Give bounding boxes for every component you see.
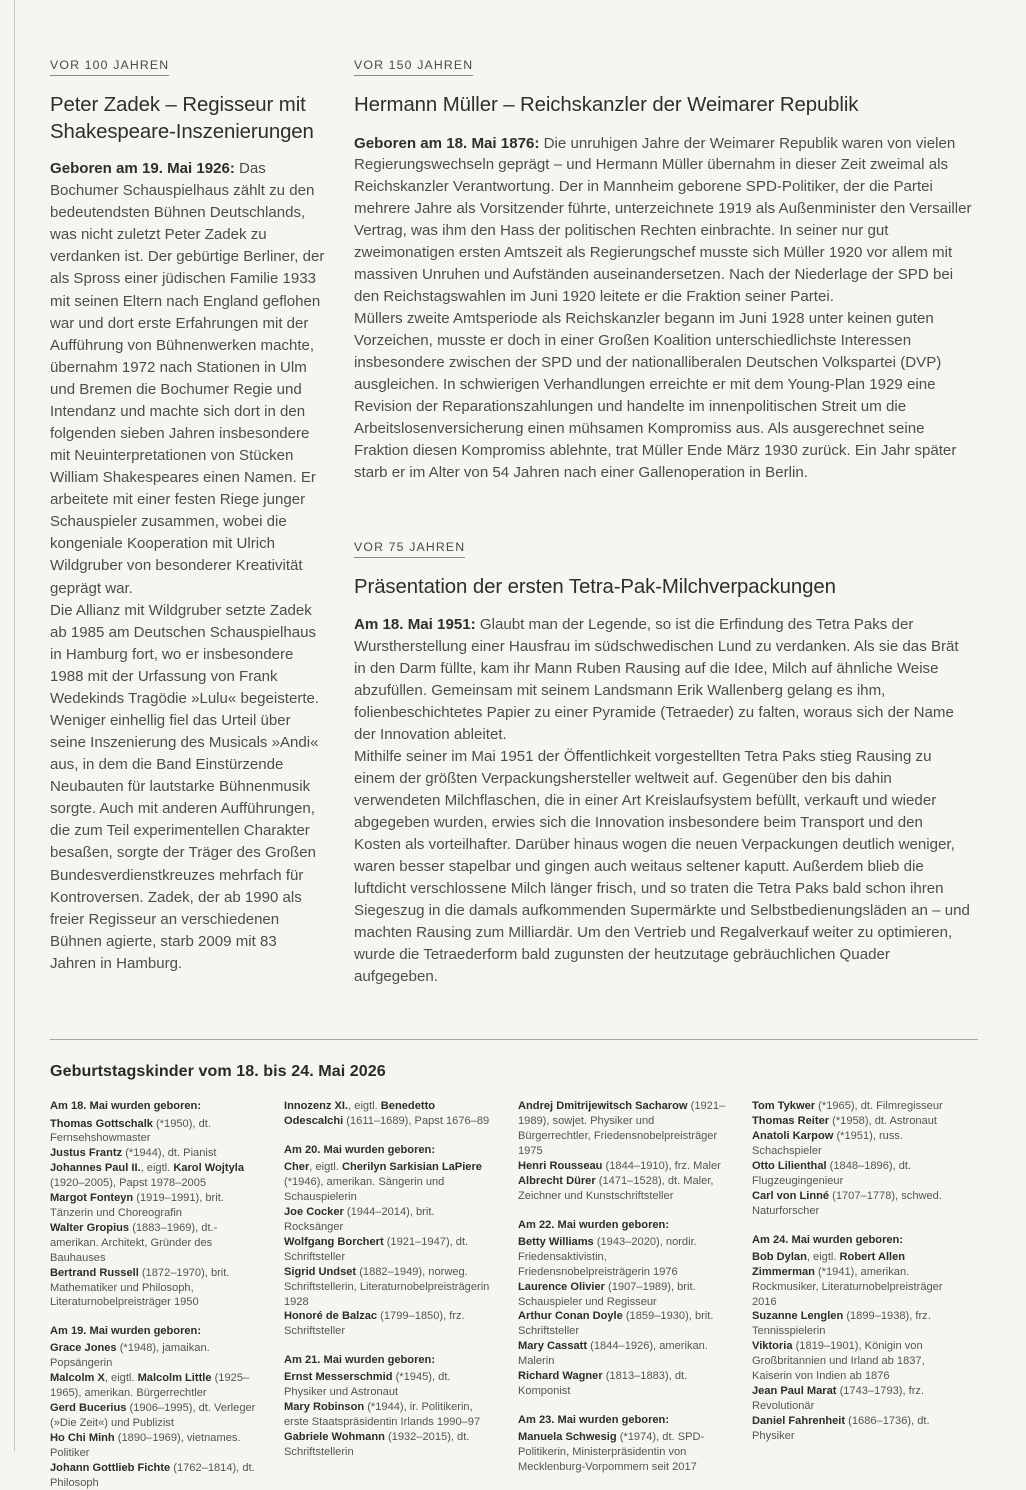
birthdays-entry-detail: (1743–1793), frz. Revolutionär xyxy=(752,1384,925,1412)
birthdays-entry-name: Bertrand Russell xyxy=(50,1266,139,1279)
birthdays-entry xyxy=(752,1159,964,1189)
article-paragraph: Die Allianz mit Wildgruber setzte Zadek ab 1985 am Deutschen Schauspielhaus in Hamburg fort, wo er insbesondere 1988 mit der Urfassung von Frank Wedekinds Tragödie »Lulu« begeisterte. Weniger einhellig fiel das Urteil über seine Inszenierung des Musicals »Andi« aus, in dem die Band Einstürzende Neubauten für lautstarke Bühnenmusik sorgte. Auch mit anderen Aufführungen, die zum Teil experimentellen Charakter besaßen, sorgte der Träger des Großen Bundesverdienstkreuzes mehrfach für Kontroversen. Zadek, der ab 1990 als freier Regisseur an verschiedenen Bühnen agierte, starb 2009 mit 83 Jahren in Hamburg. xyxy=(50,601,320,972)
birthdays-group xyxy=(518,1099,730,1203)
article-paragraph-text: Glaubt man der Legende, so ist die Erfindung des Tetra Paks der Wurstherstellung einer Hausfrau im südschwedischen Lund zu verdanken. Als sie das Brät in den Darm füllte, kam ihr Mann Ruben Rausing auf die Idee, Milch auf ähnliche Weise abzufüllen. Gemeinsam mit seinem Landsmann Erik Wallenberg gelang es ihm, folienbeschichtetes Papier zu einer Pyramide (Tetraeder) zu falten, woraus sich der Name der Innovation ableitet. xyxy=(354,616,959,744)
birthdays-entry xyxy=(50,1431,262,1461)
birthdays-column xyxy=(752,1099,986,1490)
birthdays-entry xyxy=(284,1265,496,1310)
birthdays-entry-name: Mary Cassatt xyxy=(518,1340,588,1353)
birthdays-entry-detail: (1906–1995), dt. Verleger (»Die Zeit«) und Publizist xyxy=(50,1402,256,1429)
birthdays-entry xyxy=(752,1309,964,1339)
birthdays-entry xyxy=(284,1099,496,1129)
birthdays-entry-detail: (1907–1989), brit. Schauspieler und Regisseur xyxy=(518,1280,696,1308)
birthdays-entry-name: Otto Lilienthal xyxy=(752,1160,827,1173)
birthdays-column xyxy=(284,1099,518,1490)
article-kicker: VOR 100 JAHREN xyxy=(50,58,169,76)
birthdays-entry-alias-detail: (*1941), amerikan. Rockmusiker, Literaturnobelpreisträger 2016 xyxy=(752,1265,943,1308)
birthdays-group-heading: Am 22. Mai wurden geboren: xyxy=(518,1218,670,1231)
birthdays-entry xyxy=(518,1280,730,1310)
birthdays-entry xyxy=(284,1430,496,1460)
birthdays-entry-detail: (*1944), dt. Pianist xyxy=(122,1147,217,1160)
section-divider xyxy=(50,1039,978,1040)
article-lead: Am 18. Mai 1951: xyxy=(354,616,476,634)
birthdays-entry xyxy=(752,1414,964,1444)
birthdays-entry-detail: (1921–1947), dt. Schriftsteller xyxy=(284,1235,469,1263)
birthdays-entry xyxy=(50,1146,262,1161)
birthdays-entry xyxy=(284,1235,496,1265)
birthdays-entry xyxy=(752,1250,964,1310)
birthdays-entry xyxy=(50,1161,262,1191)
birthdays-entry-alias: Robert Allen Zimmerman xyxy=(752,1250,906,1278)
article-paragraph xyxy=(354,614,972,746)
birthdays-entry-detail: (1762–1814), dt. Philosoph xyxy=(50,1461,255,1489)
birthdays-entry-alias: Cherilyn Sarkisian LaPiere xyxy=(341,1161,482,1174)
birthdays-group xyxy=(284,1099,496,1129)
birthdays-entry-name: Gabriele Wohmann xyxy=(284,1430,385,1443)
birthdays-entry-name: Manuela Schwesig xyxy=(518,1430,617,1443)
article-vor-75-jahren xyxy=(354,538,972,988)
birthdays-entry xyxy=(518,1430,730,1475)
birthdays-entry-alias-detail: (1925–1965), amerikan. Bürgerrechtler xyxy=(50,1372,250,1400)
birthdays-entry-detail: (1899–1938), frz. Tennisspielerin xyxy=(752,1310,931,1338)
article-kicker: VOR 75 JAHREN xyxy=(354,540,465,558)
birthdays-entry-name: Betty Williams xyxy=(518,1235,594,1248)
birthdays-entry-name: Henri Rousseau xyxy=(518,1160,603,1173)
birthdays-entry-detail: (1844–1910), frz. Maler xyxy=(602,1160,721,1173)
birthdays-entry xyxy=(50,1371,262,1401)
birthdays-entry-name: Thomas Reiter xyxy=(752,1115,830,1128)
birthdays-group-heading: Am 21. Mai wurden geboren: xyxy=(284,1354,436,1367)
birthdays-entry xyxy=(50,1461,262,1490)
article-paragraph xyxy=(354,133,972,309)
birthdays-entry xyxy=(752,1339,964,1384)
birthdays-entry xyxy=(50,1266,262,1311)
birthdays-entry-detail: (*1948), jamaikan. Popsängerin xyxy=(50,1342,210,1370)
birthdays-entry-name: Mary Robinson xyxy=(284,1401,365,1414)
birthdays-entry-detail: (*1958), dt. Astronaut xyxy=(829,1115,937,1128)
birthdays-entry-name: Ernst Messerschmid xyxy=(284,1371,393,1384)
birthdays-group xyxy=(284,1353,496,1460)
article-lead: Geboren am 19. Mai 1926: xyxy=(50,160,235,178)
birthdays-group xyxy=(518,1413,730,1475)
birthdays-entry xyxy=(50,1401,262,1431)
birthdays-entry-name: Tom Tykwer xyxy=(752,1100,816,1113)
birthdays-group-heading: Am 19. Mai wurden geboren: xyxy=(50,1325,202,1338)
birthdays-entry-detail: (*1945), dt. Physiker und Astronaut xyxy=(284,1371,451,1399)
birthdays-entry-alias-detail: (1611–1689), Papst 1676–89 xyxy=(343,1115,490,1128)
birthdays-entry-detail: (1943–2020), nordir. Friedensaktivistin, Friedensnobelpreisträgerin 1976 xyxy=(518,1235,697,1278)
article-lead: Geboren am 18. Mai 1876: xyxy=(354,134,540,152)
birthdays-entry-name: Richard Wagner xyxy=(518,1370,603,1383)
birthdays-entry xyxy=(518,1339,730,1369)
birthdays-entry-detail: (1882–1949), norweg. Schriftstellerin, Literaturnobelpreisträgerin 1928 xyxy=(284,1265,490,1308)
birthdays-entry-name: Ho Chi Minh xyxy=(50,1431,115,1444)
birthdays-entry-detail: (1944–2014), brit. Rocksänger xyxy=(284,1206,435,1233)
birthdays-entry-name: Walter Gropius xyxy=(50,1221,130,1234)
birthdays-entry xyxy=(284,1160,496,1205)
birthdays-entry-alias: Benedetto Odescalchi xyxy=(284,1100,436,1128)
birthdays-group xyxy=(50,1099,262,1310)
birthdays-group-heading: Am 18. Mai wurden geboren: xyxy=(50,1100,202,1113)
birthdays-columns xyxy=(50,1099,978,1490)
birthdays-group-heading: Am 20. Mai wurden geboren: xyxy=(284,1144,436,1157)
birthdays-group xyxy=(50,1324,262,1490)
birthdays-entry-detail: (1844–1926), amerikan. Malerin xyxy=(518,1340,708,1368)
birthdays-entry-detail: (1813–1883), dt. Komponist xyxy=(518,1370,688,1397)
birthdays-entry-detail: (*1965), dt. Filmregisseur xyxy=(815,1100,943,1113)
birthdays-entry-name: Innozenz XI. xyxy=(284,1100,349,1113)
article-paragraph xyxy=(50,158,326,600)
birthdays-entry-name: Justus Frantz xyxy=(50,1147,123,1160)
birthdays-entry-detail: (1921–1989), sowjet. Physiker und Bürgerrechtler, Friedensnobelpreisträger 1975 xyxy=(518,1100,726,1158)
birthdays-entry-name: Johann Gottlieb Fichte xyxy=(50,1461,171,1474)
article-vor-150-jahren xyxy=(354,56,972,484)
birthdays-entry xyxy=(284,1370,496,1400)
birthdays-entry-name: Albrecht Dürer xyxy=(518,1175,596,1188)
birthdays-entry-detail: (1932–2015), dt. Schriftstellerin xyxy=(284,1430,470,1458)
article-paragraph-text: Das Bochumer Schauspielhaus zählt zu den bedeutendsten Bühnen Deutschlands, was nicht zuletzt Peter Zadek zu verdanken ist. Der gebürtige Berliner, der als Spross einer jüdischen Familie 1933 mit seinen Eltern nach England geflohen war und dort erste Erfahrungen mit der Aufführung von Bühnenwerken machte, übernahm 1972 nach Stationen in Ulm und Bremen die Bochumer Regie und Intendanz und machte sich dort in den folgenden sieben Jahren insbesondere mit Neuinterpretationen von Stücken William Shakespeares einen Namen. Er arbeitete mit einer festen Riege junger Schauspieler zusammen, wobei die kongeniale Kooperation mit Ulrich Wildgruber von besonderer Kreativität geprägt war. xyxy=(50,160,325,597)
divider-wrapper xyxy=(50,987,978,1040)
birthdays-entry-name: Gerd Bucerius xyxy=(50,1402,127,1415)
birthdays-entry-name: Thomas Gottschalk xyxy=(50,1117,153,1130)
birthdays-entry-detail: (1819–1901), Königin von Großbritannien und Irland ab 1837, Kaiserin von Indien ab 1876 xyxy=(752,1340,925,1383)
birthdays-entry-name: Laurence Olivier xyxy=(518,1280,605,1293)
article-vor-100-jahren xyxy=(50,56,326,975)
birthdays-entry-alias-detail: (*1946), amerikan. Sängerin und Schauspielerin xyxy=(284,1176,445,1204)
birthdays-entry-name: Viktoria xyxy=(752,1340,793,1353)
birthdays-group xyxy=(284,1143,496,1339)
birthdays-group xyxy=(752,1099,964,1218)
birthdays-entry xyxy=(284,1400,496,1430)
birthdays-entry-name: Honoré de Balzac xyxy=(284,1310,378,1323)
birthdays-group-heading: Am 23. Mai wurden geboren: xyxy=(518,1413,670,1426)
birthdays-entry-detail: (1919–1991), brit. Tänzerin und Choreografin xyxy=(50,1192,224,1219)
birthdays-entry-name: Andrej Dmitrijewitsch Sacharow xyxy=(518,1100,688,1113)
birthdays-entry xyxy=(518,1309,730,1339)
birthdays-column xyxy=(50,1099,284,1490)
birthdays-entry-alias: Malcolm Little xyxy=(137,1372,212,1385)
birthdays-entry-detail: (*1950), dt. Fernsehshowmaster xyxy=(50,1117,211,1145)
birthdays-entry xyxy=(752,1099,964,1114)
birthdays-entry-detail: (1686–1736), dt. Physiker xyxy=(752,1414,930,1442)
birthdays-entry-detail: (1872–1970), brit. Mathematiker und Philosoph, Literaturnobelpreisträger 1950 xyxy=(50,1266,230,1309)
article-paragraph-text: Die unruhigen Jahre der Weimarer Republik waren von vielen Regierungswechseln geprägt – und Hermann Müller übernahm in dieser Zeit zweimal als Reichskanzler Verantwortung. Der in Mannheim geborene SPD-Politiker, der die Partei mehrere Jahre als Vorsitzender führte, unterzeichnete 1919 als Außenminister den Versailler Vertrag, was ihm den Hass der politischen Rechten einbrachte. In seiner nur gut zweimonatigen ersten Amtszeit als Regierungschef musste sich Müller 1920 vor allem mit massiven Unruhen und Aufständen auseinandersetzen. Nach der Niederlage der SPD bei den Reichstagswahlen im Juni 1920 leitete er die Fraktion seiner Partei. xyxy=(354,134,972,306)
birthdays-entry-alias: Karol Wojtyla xyxy=(173,1162,244,1175)
birthdays-entry xyxy=(752,1114,964,1129)
birthdays-entry-name: Johannes Paul II. xyxy=(50,1162,141,1175)
birthdays-entry-detail: (*1944), ir. Politikerin, erste Staatspräsidentin Irlands 1990–97 xyxy=(284,1401,481,1429)
birthdays-entry xyxy=(518,1174,730,1204)
birthdays-entry xyxy=(50,1117,262,1147)
birthdays-entry xyxy=(752,1129,964,1159)
birthdays-entry-detail: (1471–1528), dt. Maler, Zeichner und Kunstschriftsteller xyxy=(518,1175,714,1202)
section-spacer xyxy=(354,484,972,538)
birthdays-entry-name: Grace Jones xyxy=(50,1342,117,1355)
birthdays-group-heading: Am 24. Mai wurden geboren: xyxy=(752,1233,904,1246)
birthdays-entry-name: Arthur Conan Doyle xyxy=(518,1310,623,1323)
birthdays-column xyxy=(518,1099,752,1490)
birthdays-entry-name: Cher xyxy=(284,1161,310,1174)
birthdays-entry-name: Suzanne Lenglen xyxy=(752,1310,844,1323)
birthdays-entry-detail: , eigtl. xyxy=(348,1100,381,1113)
birthdays-entry-name: Carl von Linné xyxy=(752,1189,830,1202)
birthdays-entry-detail: (*1974), dt. SPD-Politikerin, Ministerpräsidentin von Mecklenburg-Vorpommern seit 2017 xyxy=(518,1430,705,1473)
column-right xyxy=(354,56,972,987)
birthdays-entry xyxy=(752,1189,964,1219)
birthdays-entry-detail: (1848–1896), dt. Flugzeugingenieur xyxy=(752,1160,912,1188)
birthdays-entry-name: Malcolm X xyxy=(50,1372,105,1385)
birthdays-entry-detail: , eigtl. xyxy=(140,1162,174,1175)
birthdays-entry xyxy=(50,1191,262,1221)
article-headline: Peter Zadek – Regisseur mit Shakespeare-Inszenierungen xyxy=(50,94,314,143)
birthdays-title: Geburtstagskinder vom 18. bis 24. Mai 2026 xyxy=(50,1062,386,1081)
birthdays-entry-detail: , eigtl. xyxy=(806,1250,840,1263)
birthdays-entry-detail: (1707–1778), schwed. Naturforscher xyxy=(752,1189,942,1217)
birthdays-entry-name: Sigrid Undset xyxy=(284,1265,357,1278)
birthdays-entry-detail: (*1951), russ. Schachspieler xyxy=(752,1130,904,1158)
birthdays-entry xyxy=(752,1384,964,1414)
birthdays-entry xyxy=(518,1369,730,1399)
birthdays-entry xyxy=(518,1159,730,1174)
article-paragraph: Müllers zweite Amtsperiode als Reichskanzler begann im Juni 1928 unter keinen guten Vorzeichen, musste er doch in einer Großen Koalition unterschiedlichste Interessen insbesondere zwischen der SPD und der nationalliberalen Deutschen Volkspartei (DVP) ausgleichen. In schwierigen Verhandlungen erreichte er mit dem Young-Plan 1929 eine Revision der Reparationszahlungen und handelte im innenpolitischen Streit um die Arbeitslosenversicherung einen mühsamen Kompromiss aus. Als ausgerechnet seine Fraktion diesen Kompromiss ablehnte, trat Müller Ende März 1930 zurück. Ein Jahr später starb er im Alter von 54 Jahren nach einer Gallenoperation in Berlin. xyxy=(354,310,957,481)
article-kicker: VOR 150 JAHREN xyxy=(354,58,473,76)
birthdays-entry-name: Bob Dylan xyxy=(752,1250,807,1263)
birthdays-entry-detail: , eigtl. xyxy=(309,1161,342,1174)
article-paragraph: Mithilfe seiner im Mai 1951 der Öffentlichkeit vorgestellten Tetra Paks stieg Rausing zu einem der größten Verpackungshersteller weltweit auf. Gegenüber den bis dahin verwendeten Milchflaschen, die in einer Art Kreislaufsystem befüllt, verkauft und wieder abgegeben wurden, erwies sich die Innovation insbesondere beim Transport und den Kosten als vorteilhafter. Darüber hinaus wogen die neuen Verpackungen deutlich weniger, waren besser stapelbar und gingen auch weitaus seltener kaputt. Außerdem blieb die luftdicht verschlossene Milch länger frisch, und so traten die Tetra Paks bald schon ihren Siegeszug in die damals aufkommenden Supermärkte und Selbstbedienungsläden an – und machten Rausing zum Milliardär. Um den Vertrieb und Regalverkauf weiter zu optimieren, wurde die Tetraederform bald zugunsten der heutzutage gebräuchlichen Quader aufgegeben. xyxy=(354,748,970,985)
birthdays-entry-detail: (1859–1930), brit. Schriftsteller xyxy=(518,1310,714,1338)
birthdays-entry-name: Joe Cocker xyxy=(284,1206,344,1219)
birthdays-group xyxy=(752,1233,964,1444)
column-left xyxy=(50,56,326,975)
birthdays-entry xyxy=(284,1309,496,1339)
birthdays-entry-detail: (1799–1850), frz. Schriftsteller xyxy=(284,1310,465,1338)
birthdays-entry-name: Daniel Fahrenheit xyxy=(752,1414,846,1427)
birthdays-entry-name: Jean Paul Marat xyxy=(752,1384,837,1397)
birthdays-entry-detail: (1890–1969), vietnames. Politiker xyxy=(50,1431,241,1459)
birthdays-entry-detail: (1883–1969), dt.-amerikan. Architekt, Gründer des Bauhauses xyxy=(50,1221,218,1264)
birthdays-group xyxy=(518,1218,730,1399)
birthdays-entry-alias-detail: (1920–2005), Papst 1978–2005 xyxy=(50,1177,207,1190)
birthdays-entry xyxy=(284,1205,496,1235)
birthdays-entry-detail: , eigtl. xyxy=(104,1372,138,1385)
birthdays-entry xyxy=(50,1341,262,1371)
article-columns xyxy=(50,56,978,987)
birthdays-entry-name: Wolfgang Borchert xyxy=(284,1235,384,1248)
article-headline: Hermann Müller – Reichskanzler der Weimarer Republik xyxy=(354,94,859,116)
birthdays-entry xyxy=(518,1099,730,1159)
birthdays-entry-name: Anatoli Karpow xyxy=(752,1130,834,1143)
article-headline: Präsentation der ersten Tetra-Pak-Milchverpackungen xyxy=(354,575,836,598)
birthdays-entry-name: Margot Fonteyn xyxy=(50,1192,134,1205)
birthdays-entry xyxy=(518,1235,730,1280)
birthdays-entry xyxy=(50,1221,262,1266)
